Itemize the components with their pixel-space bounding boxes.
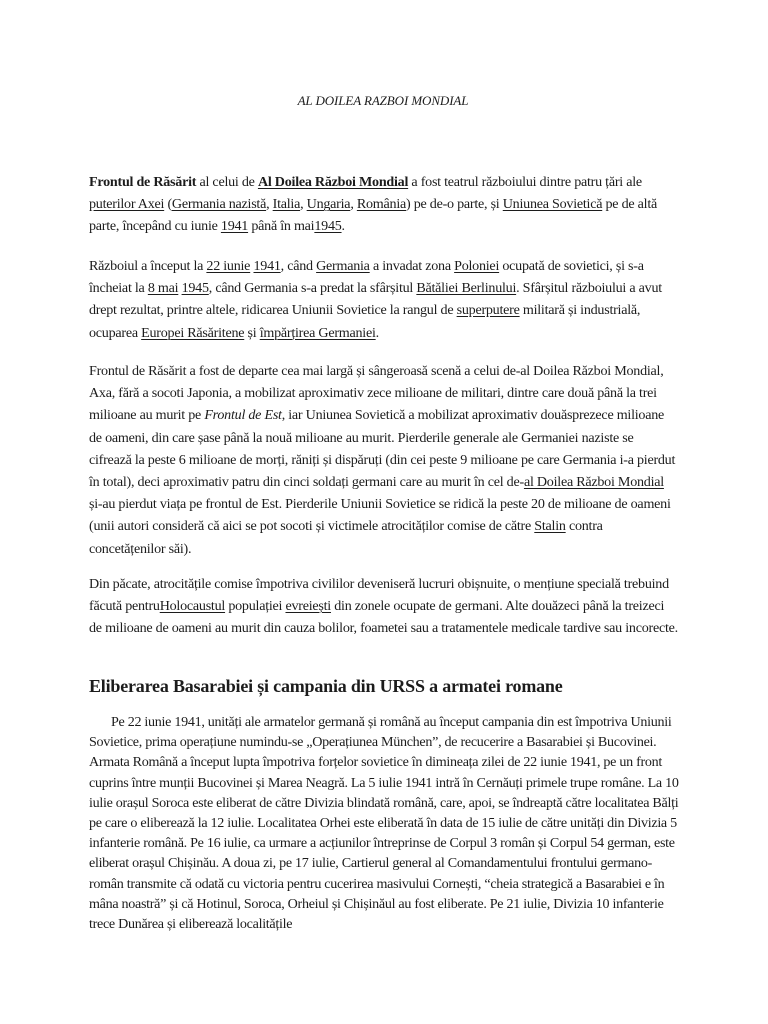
text-run: , iar Uniunea Sovietică a mobilizat aproximativ douăsprezece milioane de oameni, din care șase până la nouă milioane au murit. Pierderile generale ale Germaniei naziste se cifrează la peste 6 milioane de morți, răniți și dispăruți (din cei peste 9 milioane pe care Germania i-a pierdut în total), deci aproximativ patru din cinci soldați germani care au murit în cel de- xyxy=(89,407,676,491)
paragraph-start-end xyxy=(89,255,679,344)
link-germania-nazista[interactable]: Germania nazistă xyxy=(171,196,267,213)
text-run: ) pe de-o parte, și xyxy=(406,196,503,213)
paragraph-atrocities xyxy=(89,573,679,640)
text-run: . xyxy=(341,218,345,235)
text-run: ocupată de sovietici, și s-a încheiat la xyxy=(89,258,644,297)
link-germania[interactable]: Germania xyxy=(316,258,370,274)
link-europei-rasaritene[interactable]: Europei Răsăritene xyxy=(141,324,245,341)
text-run: militară și industrială, ocuparea xyxy=(89,302,641,341)
section-heading: Eliberarea Basarabiei și campania din URSS a armatei romane xyxy=(89,676,563,696)
text-run: ( xyxy=(164,196,172,213)
link-22-iunie[interactable]: 22 iunie xyxy=(206,258,251,274)
link-ungaria[interactable]: Ungaria xyxy=(306,196,351,213)
link-1941[interactable]: 1941 xyxy=(220,218,249,235)
text-run: a invadat zona xyxy=(369,258,455,274)
link-poloniei[interactable]: Poloniei xyxy=(454,258,500,274)
link-italia[interactable]: Italia xyxy=(272,196,301,213)
text-run: și xyxy=(244,324,260,341)
text-run: până în mai xyxy=(248,218,315,235)
bold-term: Frontul de Răsărit xyxy=(89,174,197,190)
link-holocaustul[interactable]: Holocaustul xyxy=(159,598,226,615)
link-8-mai[interactable]: 8 mai xyxy=(147,280,179,297)
link-bataliei-berlinului[interactable]: Bătăliei Berlinului xyxy=(416,280,517,297)
link-superputere[interactable]: superputere xyxy=(456,302,520,319)
paragraph-intro xyxy=(89,171,679,238)
text-run: al celui de xyxy=(196,174,258,190)
link-al-doilea-razboi-mondial[interactable]: al Doilea Război Mondial xyxy=(523,474,664,491)
text-run: Din păcate, atrocitățile comise împotriva civililor deveniseră lucruri obișnuite, o mențiune specială trebuind făcută pentru xyxy=(89,576,669,615)
italic-term: Frontul de Est xyxy=(204,407,282,424)
link-al-doilea-razboi-mondial[interactable]: Al Doilea Război Mondial xyxy=(257,174,409,190)
paragraph-basarabia-campaign: Pe 22 iunie 1941, unități ale armatelor germană și română au început campania din est împotriva Uniunii Sovietice, prima operațiune numindu-se „Operațiunea München”, de recucerire a Basarabiei și Bucovinei. Armata Română a început lupta împotriva forțelor sovietice în dimineața zilei de 22 iunie 1941, pe un front cuprins între munții Bucovinei și Marea Neagră. La 5 iulie 1941 intră în Cernăuți primele trupe române. La 10 iulie orașul Soroca este eliberat de către Divizia blindată română, care, apoi, se îndreaptă către localitatea Bălți pe care o eliberează la 12 iulie. Localitatea Orhei este eliberată în data de 15 iulie de către unități din Divizia 5 infanterie română. Pe 16 iulie, ca urmare a acțiunilor întreprinse de Corpul 3 român și Corpul 54 german, este eliberat orașul Chișinău. A doua zi, pe 17 iulie, Cartierul general al Comandamentului frontului germano-român transmite că odată cu victoria pentru cucerirea masivului Cornești, “cheia strategică a Basarabiei e în mâna noastră” și că Hotinul, Soroca, Orheiul și Chișinăul au fost eliberate. Pe 21 iulie, Divizia 10 infanterie trece Dunărea și eliberează localitățile xyxy=(89,714,679,933)
link-stalin[interactable]: Stalin xyxy=(534,518,566,535)
text-run: din zonele ocupate de germani. Alte douăzeci până la treizeci de milioane de oameni au murit din cauza bolilor, foametei sau a tratamentele medicale tardive sau incorecte. xyxy=(89,598,678,637)
link-1945[interactable]: 1945 xyxy=(181,280,209,297)
text-run: , când Germania s-a predat la sfârșitul xyxy=(208,280,417,297)
text-run: , xyxy=(300,196,307,213)
paragraph-casualties xyxy=(89,360,679,560)
link-evreiesti[interactable]: evreiești xyxy=(285,598,331,615)
text-run: populației xyxy=(225,598,286,615)
link-impartirea-germaniei[interactable]: împărțirea Germaniei xyxy=(259,324,376,341)
text-run: . xyxy=(375,324,379,341)
text-run: pe de altă parte, începând cu iunie xyxy=(89,196,657,235)
link-1941[interactable]: 1941 xyxy=(253,258,281,274)
text-run: Frontul de Răsărit a fost de departe cea mai largă și sângeroasă scenă a celui de-al Doilea Război Mondial, Axa, fără a socoti Japonia, a mobilizat aproximativ zece milioane de militari, dintre care două până la trei milioane au murit pe xyxy=(89,363,664,424)
link-1945[interactable]: 1945 xyxy=(314,218,342,235)
text-run: . Sfârșitul războiului a avut drept rezultat, printre altele, ridicarea Uniunii Sovietice la rangul de xyxy=(89,280,662,319)
text-run: , xyxy=(350,196,357,213)
text-run: a fost teatrul războiului dintre patru țări ale xyxy=(408,174,642,190)
link-romania[interactable]: România xyxy=(356,196,406,213)
text-run: contra concetățenilor săi). xyxy=(89,518,603,557)
link-puterilor-axei[interactable]: puterilor Axei xyxy=(89,196,165,213)
text-run: , xyxy=(266,196,273,213)
link-uniunea-sovietica[interactable]: Uniunea Sovietică xyxy=(502,196,603,213)
document-title: AL DOILEA RAZBOI MONDIAL xyxy=(297,93,469,108)
text-run: și-au pierdut viața pe frontul de Est. Pierderile Uniunii Sovietice se ridică la peste 20 de milioane de oameni (unii autori consideră că aici se pot socoti și victimele atrocităților comise de către xyxy=(89,496,671,535)
text-run: Războiul a început la xyxy=(89,258,207,274)
text-run: , când xyxy=(280,258,317,274)
